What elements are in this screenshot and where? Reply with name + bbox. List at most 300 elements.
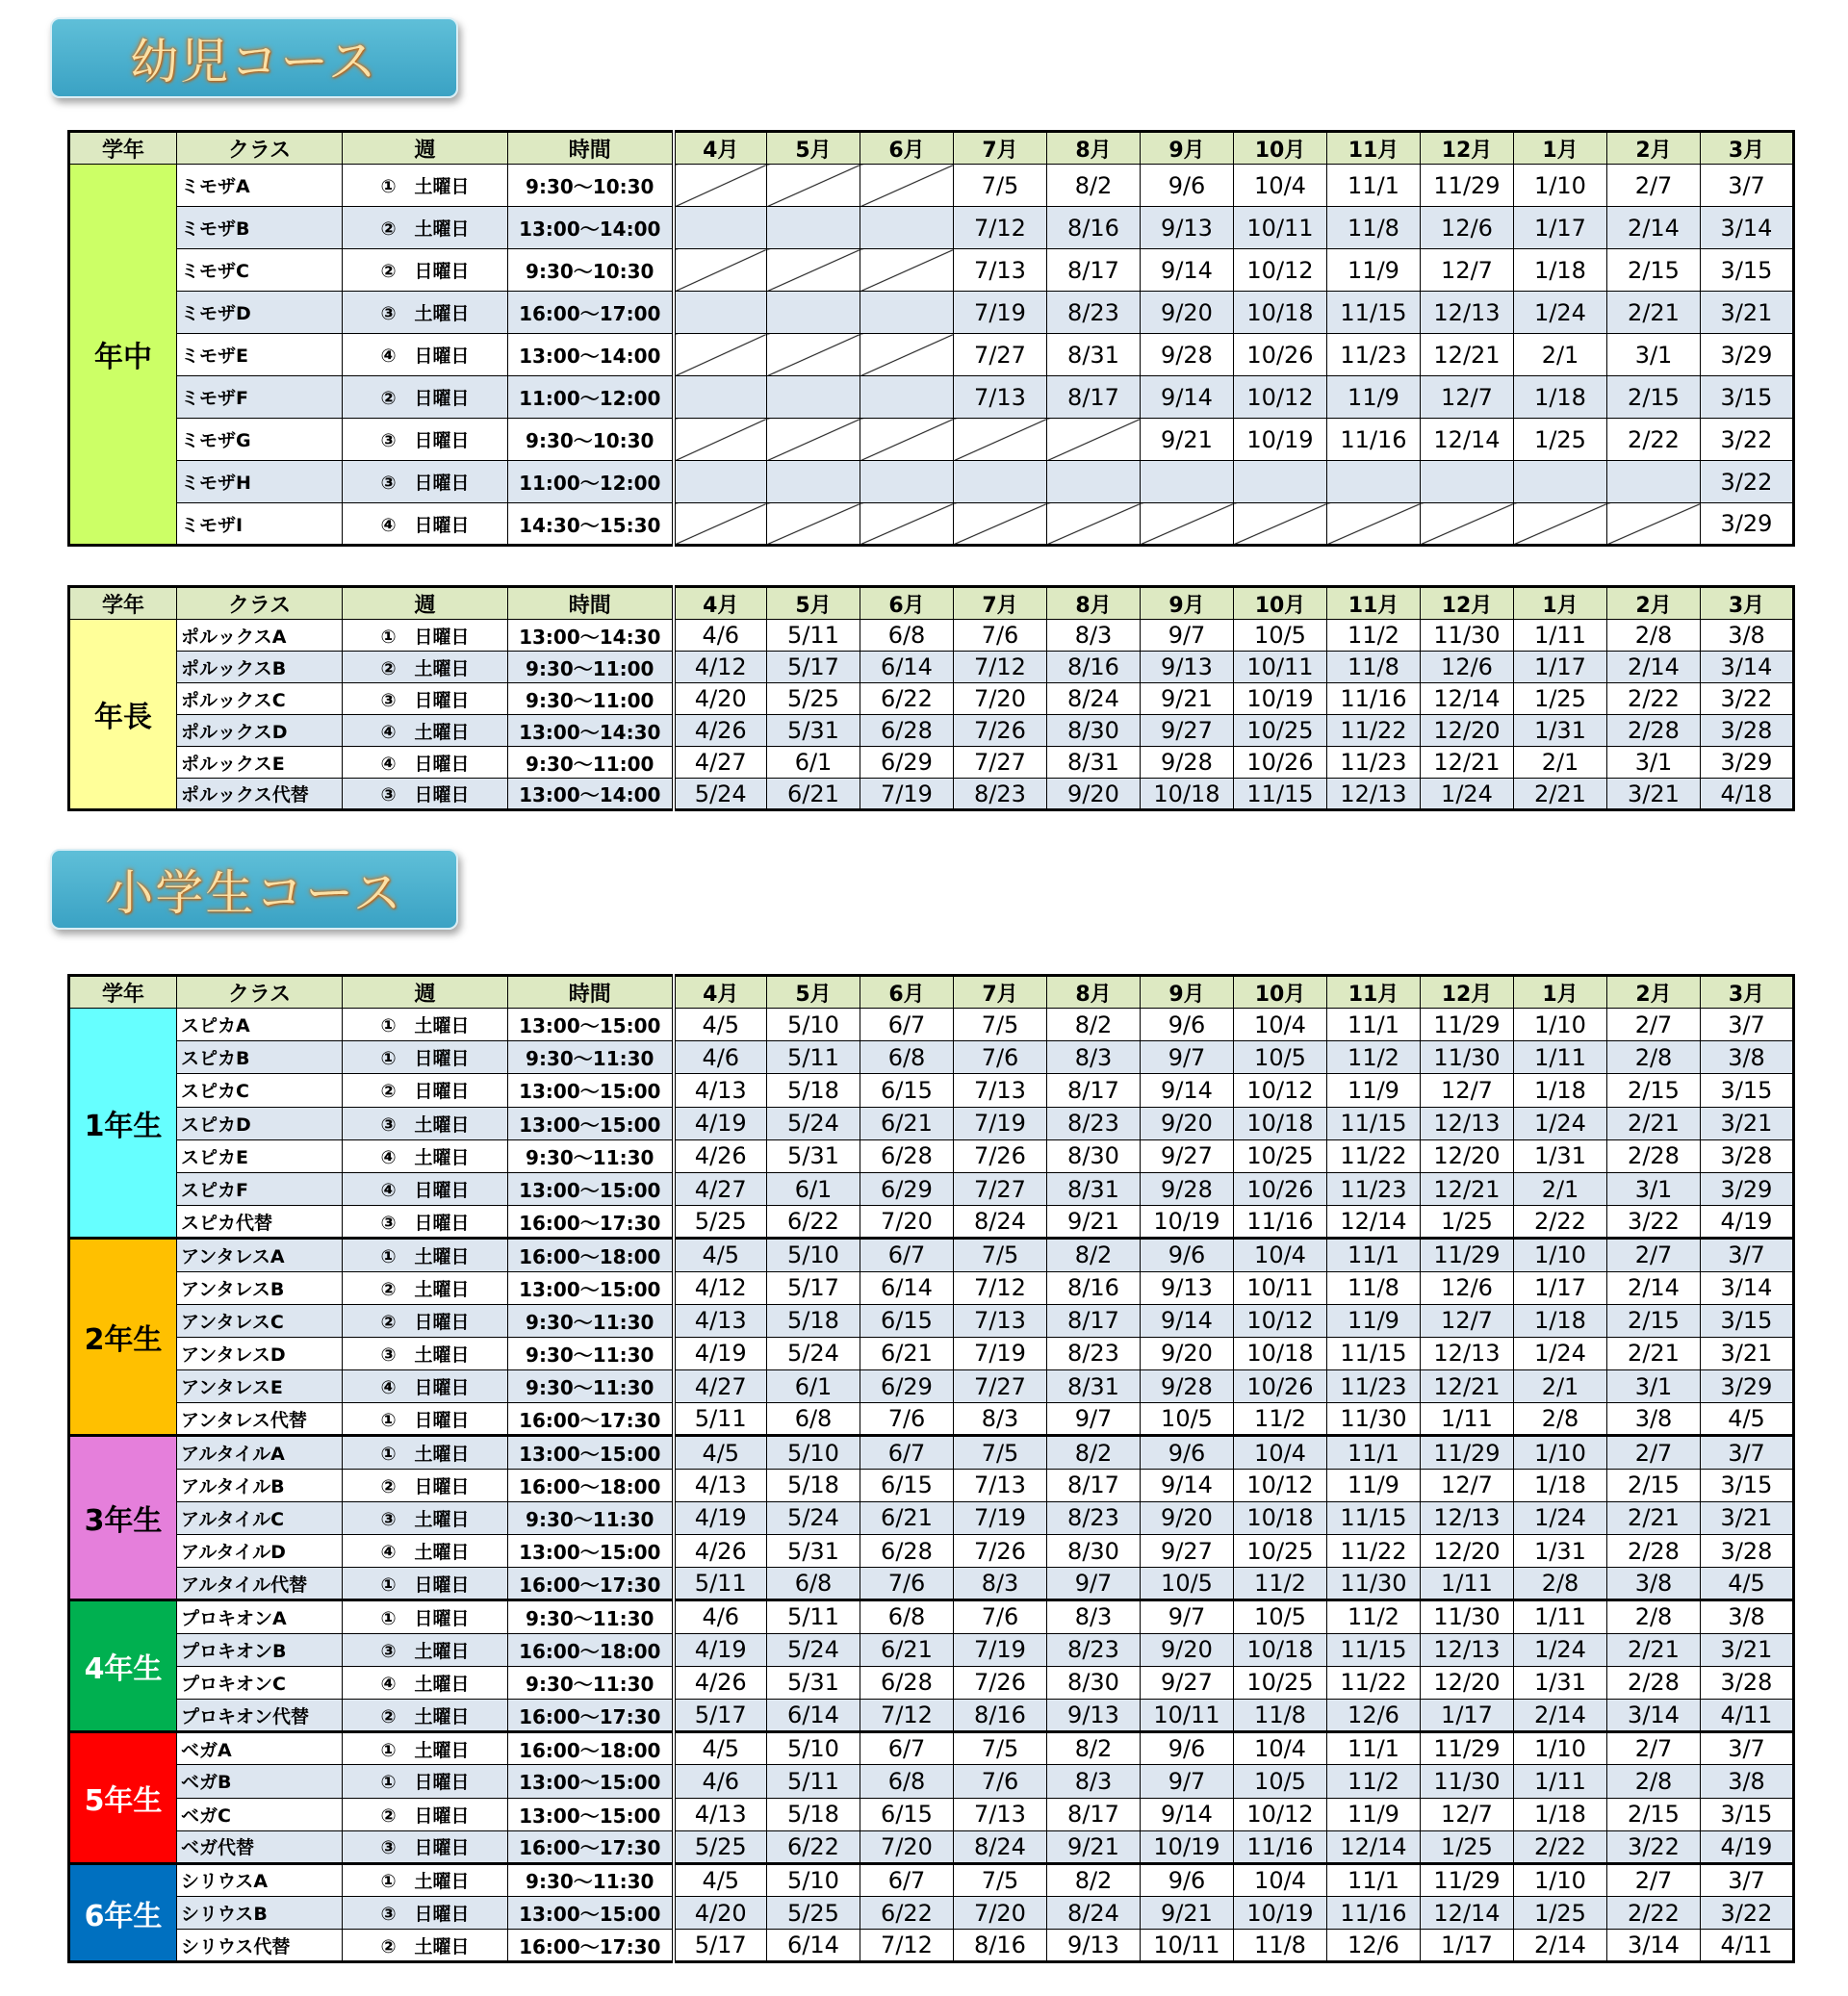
date-cell: 2/22 [1607, 683, 1701, 715]
date-cell: 4/19 [674, 1633, 767, 1666]
date-cell: 8/30 [1047, 1535, 1141, 1568]
class-name: スピカC [177, 1074, 343, 1107]
table-row [69, 1469, 1794, 1501]
date-cell: 3/15 [1701, 376, 1794, 419]
class-name: ミモザC [177, 249, 343, 292]
time-slot: 13:00～14:00 [508, 334, 674, 376]
date-cell: 9/28 [1141, 334, 1234, 376]
class-name: スピカD [177, 1107, 343, 1139]
time-slot: 13:00～15:00 [508, 1535, 674, 1568]
shougakusei-schedule-table [67, 974, 1795, 1963]
date-cell: 10/18 [1234, 1633, 1327, 1666]
column-header: 学年 [69, 587, 177, 620]
date-cell-empty [767, 376, 860, 419]
date-cell: 2/7 [1607, 165, 1701, 207]
time-slot: 16:00～17:30 [508, 1830, 674, 1863]
date-cell: 11/2 [1234, 1403, 1327, 1436]
date-cell: 11/8 [1327, 652, 1421, 683]
date-cell: 6/8 [860, 1600, 954, 1633]
date-cell: 7/13 [954, 376, 1047, 419]
date-cell: 12/7 [1421, 1304, 1514, 1337]
week-day: ① 土曜日 [343, 165, 508, 207]
date-cell: 2/1 [1514, 1370, 1607, 1403]
time-slot: 9:30～11:30 [508, 1501, 674, 1534]
date-cell: 6/8 [860, 1765, 954, 1798]
date-cell: 7/12 [860, 1930, 954, 1962]
column-header: 週 [343, 976, 508, 1009]
date-cell: 7/6 [954, 620, 1047, 652]
week-day: ① 日曜日 [343, 1765, 508, 1798]
column-header: クラス [177, 132, 343, 165]
class-name: ミモザA [177, 165, 343, 207]
date-cell: 10/26 [1234, 747, 1327, 779]
date-cell: 6/22 [767, 1206, 860, 1239]
date-cell: 2/14 [1607, 652, 1701, 683]
date-cell: 9/7 [1141, 1600, 1234, 1633]
week-day: ③ 土曜日 [343, 1633, 508, 1666]
time-slot: 13:00～14:00 [508, 207, 674, 249]
date-cell: 6/14 [860, 652, 954, 683]
date-cell: 6/21 [767, 779, 860, 810]
date-cell: 5/11 [767, 1600, 860, 1633]
date-cell: 2/15 [1607, 1798, 1701, 1830]
date-cell: 6/22 [767, 1830, 860, 1863]
date-cell: 11/2 [1327, 1041, 1421, 1074]
table-row [69, 1172, 1794, 1205]
date-cell: 2/1 [1514, 1172, 1607, 1205]
table-row [69, 1501, 1794, 1534]
date-cell: 11/29 [1421, 1732, 1514, 1765]
date-cell: 1/17 [1421, 1699, 1514, 1731]
table-row [69, 1139, 1794, 1172]
date-cell: 8/23 [1047, 292, 1141, 334]
date-cell: 5/10 [767, 1009, 860, 1041]
date-cell: 5/18 [767, 1304, 860, 1337]
date-cell: 7/20 [954, 683, 1047, 715]
date-cell: 7/19 [954, 292, 1047, 334]
date-cell: 11/22 [1327, 1139, 1421, 1172]
date-cell: 3/29 [1701, 747, 1794, 779]
time-slot: 16:00～17:30 [508, 1403, 674, 1436]
date-cell: 11/8 [1327, 1271, 1421, 1304]
date-cell: 9/13 [1047, 1699, 1141, 1731]
date-cell: 12/13 [1421, 1337, 1514, 1369]
column-header: 12月 [1421, 976, 1514, 1009]
date-cell: 1/18 [1514, 1469, 1607, 1501]
column-header: 3月 [1701, 587, 1794, 620]
date-cell: 2/8 [1607, 620, 1701, 652]
date-cell: 1/24 [1514, 1501, 1607, 1534]
date-cell: 7/13 [954, 1304, 1047, 1337]
table-row [69, 1271, 1794, 1304]
time-slot: 13:00～15:00 [508, 1172, 674, 1205]
date-cell: 11/22 [1327, 1535, 1421, 1568]
date-cell: 10/4 [1234, 1009, 1327, 1041]
date-cell: 9/13 [1141, 207, 1234, 249]
date-cell: 2/21 [1607, 1501, 1701, 1534]
date-cell: 8/30 [1047, 715, 1141, 747]
date-cell: 11/9 [1327, 1304, 1421, 1337]
date-cell: 2/1 [1514, 334, 1607, 376]
date-cell: 9/7 [1141, 1765, 1234, 1798]
class-name: アンタレス代替 [177, 1403, 343, 1436]
column-header: 8月 [1047, 132, 1141, 165]
date-cell: 4/6 [674, 620, 767, 652]
date-cell: 5/11 [767, 1765, 860, 1798]
date-cell: 3/7 [1701, 1436, 1794, 1469]
date-cell-empty [767, 503, 860, 546]
date-cell: 10/12 [1234, 1074, 1327, 1107]
date-cell: 12/6 [1421, 207, 1514, 249]
date-cell: 11/29 [1421, 1239, 1514, 1271]
date-cell: 11/16 [1327, 1897, 1421, 1930]
date-cell-empty [860, 249, 954, 292]
week-day: ④ 日曜日 [343, 1370, 508, 1403]
date-cell: 11/9 [1327, 1798, 1421, 1830]
date-cell: 3/29 [1701, 1172, 1794, 1205]
column-header: 6月 [860, 132, 954, 165]
date-cell: 9/6 [1141, 1436, 1234, 1469]
week-day: ① 土曜日 [343, 1436, 508, 1469]
date-cell: 8/17 [1047, 376, 1141, 419]
date-cell: 4/13 [674, 1074, 767, 1107]
table-row [69, 1930, 1794, 1962]
column-header: 7月 [954, 976, 1047, 1009]
date-cell: 3/29 [1701, 1370, 1794, 1403]
date-cell: 3/1 [1607, 1370, 1701, 1403]
date-cell: 2/15 [1607, 1074, 1701, 1107]
week-day: ④ 土曜日 [343, 1139, 508, 1172]
date-cell: 8/23 [1047, 1107, 1141, 1139]
date-cell: 8/17 [1047, 1304, 1141, 1337]
date-cell: 11/30 [1421, 1041, 1514, 1074]
class-name: ポルックスA [177, 620, 343, 652]
date-cell: 8/3 [1047, 620, 1141, 652]
date-cell-empty [767, 334, 860, 376]
date-cell: 1/18 [1514, 249, 1607, 292]
table-row [69, 165, 1794, 207]
date-cell: 10/5 [1234, 1041, 1327, 1074]
class-name: スピカB [177, 1041, 343, 1074]
class-name: シリウスB [177, 1897, 343, 1930]
date-cell: 2/22 [1607, 1897, 1701, 1930]
date-cell: 10/18 [1234, 1107, 1327, 1139]
date-cell: 12/14 [1421, 683, 1514, 715]
date-cell: 4/26 [674, 1666, 767, 1699]
week-day: ① 土曜日 [343, 1009, 508, 1041]
date-cell: 9/28 [1141, 1172, 1234, 1205]
date-cell: 4/5 [674, 1863, 767, 1896]
date-cell: 10/25 [1234, 1535, 1327, 1568]
date-cell: 11/8 [1327, 207, 1421, 249]
date-cell: 5/17 [767, 652, 860, 683]
week-day: ③ 土曜日 [343, 1337, 508, 1369]
date-cell: 6/7 [860, 1863, 954, 1896]
date-cell: 1/10 [1514, 1436, 1607, 1469]
date-cell: 8/17 [1047, 1074, 1141, 1107]
date-cell: 6/1 [767, 1172, 860, 1205]
column-header: 学年 [69, 976, 177, 1009]
grade-label: 6年生 [69, 1863, 177, 1962]
time-slot: 9:30～11:30 [508, 1304, 674, 1337]
class-name: アルタイルC [177, 1501, 343, 1534]
date-cell: 5/25 [674, 1830, 767, 1863]
date-cell: 9/28 [1141, 747, 1234, 779]
date-cell: 2/21 [1607, 1107, 1701, 1139]
date-cell: 3/28 [1701, 715, 1794, 747]
date-cell: 5/31 [767, 1535, 860, 1568]
date-cell: 11/16 [1234, 1830, 1327, 1863]
date-cell: 2/8 [1514, 1568, 1607, 1600]
class-name: スピカA [177, 1009, 343, 1041]
time-slot: 16:00～18:00 [508, 1633, 674, 1666]
date-cell: 3/14 [1701, 207, 1794, 249]
column-header: 9月 [1141, 976, 1234, 1009]
date-cell: 3/7 [1701, 1009, 1794, 1041]
date-cell: 2/15 [1607, 249, 1701, 292]
column-header: 11月 [1327, 976, 1421, 1009]
date-cell: 5/25 [767, 683, 860, 715]
date-cell: 8/2 [1047, 1863, 1141, 1896]
column-header: 12月 [1421, 587, 1514, 620]
week-day: ① 日曜日 [343, 1600, 508, 1633]
date-cell: 10/4 [1234, 1732, 1327, 1765]
header-row [69, 132, 1794, 165]
table-row [69, 1568, 1794, 1600]
date-cell: 12/6 [1327, 1699, 1421, 1731]
date-cell: 9/27 [1141, 1666, 1234, 1699]
date-cell: 12/20 [1421, 1666, 1514, 1699]
date-cell: 4/5 [1701, 1568, 1794, 1600]
week-day: ③ 土曜日 [343, 1501, 508, 1534]
date-cell-empty [674, 376, 767, 419]
week-day: ① 日曜日 [343, 620, 508, 652]
date-cell: 7/19 [954, 1633, 1047, 1666]
date-cell: 12/21 [1421, 1370, 1514, 1403]
date-cell: 10/11 [1141, 1699, 1234, 1731]
date-cell: 12/13 [1327, 779, 1421, 810]
date-cell: 5/24 [767, 1337, 860, 1369]
date-cell: 10/19 [1141, 1830, 1234, 1863]
date-cell-empty [674, 249, 767, 292]
table-row [69, 1897, 1794, 1930]
date-cell-empty [954, 419, 1047, 461]
date-cell: 3/7 [1701, 1239, 1794, 1271]
column-header: 学年 [69, 132, 177, 165]
date-cell: 8/24 [1047, 683, 1141, 715]
date-cell-empty [1047, 461, 1141, 503]
class-name: ベガB [177, 1765, 343, 1798]
date-cell: 10/18 [1234, 1501, 1327, 1534]
class-name: シリウス代替 [177, 1930, 343, 1962]
column-header: 4月 [674, 976, 767, 1009]
date-cell: 6/22 [860, 683, 954, 715]
date-cell: 7/19 [954, 1107, 1047, 1139]
class-name: ポルックス代替 [177, 779, 343, 810]
date-cell: 4/5 [674, 1009, 767, 1041]
date-cell: 11/23 [1327, 747, 1421, 779]
class-name: ミモザI [177, 503, 343, 546]
date-cell: 9/20 [1141, 1633, 1234, 1666]
date-cell-empty [674, 207, 767, 249]
date-cell: 1/18 [1514, 376, 1607, 419]
date-cell: 4/11 [1701, 1699, 1794, 1731]
column-header: 時間 [508, 132, 674, 165]
date-cell: 7/19 [860, 779, 954, 810]
time-slot: 13:00～14:30 [508, 715, 674, 747]
date-cell: 5/24 [767, 1633, 860, 1666]
class-name: ポルックスC [177, 683, 343, 715]
date-cell: 5/18 [767, 1074, 860, 1107]
date-cell: 10/26 [1234, 1370, 1327, 1403]
date-cell: 4/19 [674, 1337, 767, 1369]
date-cell: 1/24 [1514, 1633, 1607, 1666]
time-slot: 13:00～14:00 [508, 779, 674, 810]
date-cell: 11/30 [1421, 620, 1514, 652]
date-cell: 4/20 [674, 1897, 767, 1930]
date-cell-empty [1234, 503, 1327, 546]
date-cell: 6/15 [860, 1469, 954, 1501]
time-slot: 13:00～15:00 [508, 1107, 674, 1139]
table-row [69, 1337, 1794, 1369]
date-cell: 3/7 [1701, 1863, 1794, 1896]
time-slot: 16:00～18:00 [508, 1732, 674, 1765]
date-cell: 12/7 [1421, 249, 1514, 292]
date-cell: 3/21 [1701, 1501, 1794, 1534]
class-name: ミモザE [177, 334, 343, 376]
column-header: 1月 [1514, 587, 1607, 620]
column-header: 10月 [1234, 587, 1327, 620]
date-cell: 2/7 [1607, 1436, 1701, 1469]
date-cell: 12/14 [1421, 1897, 1514, 1930]
date-cell: 4/19 [1701, 1830, 1794, 1863]
week-day: ② 土曜日 [343, 207, 508, 249]
header-row [69, 976, 1794, 1009]
date-cell: 3/22 [1607, 1206, 1701, 1239]
date-cell: 9/6 [1141, 1863, 1234, 1896]
time-slot: 16:00～18:00 [508, 1469, 674, 1501]
date-cell: 9/21 [1141, 683, 1234, 715]
grade-label: 年長 [69, 620, 177, 810]
date-cell-empty [674, 419, 767, 461]
week-day: ② 日曜日 [343, 1798, 508, 1830]
date-cell: 5/25 [674, 1206, 767, 1239]
date-cell: 3/8 [1607, 1403, 1701, 1436]
date-cell: 2/22 [1607, 419, 1701, 461]
column-header: 9月 [1141, 132, 1234, 165]
column-header: 8月 [1047, 976, 1141, 1009]
date-cell: 10/11 [1234, 652, 1327, 683]
week-day: ④ 土曜日 [343, 1535, 508, 1568]
date-cell: 10/5 [1234, 620, 1327, 652]
date-cell: 7/27 [954, 334, 1047, 376]
date-cell: 7/13 [954, 1469, 1047, 1501]
date-cell: 2/21 [1607, 1337, 1701, 1369]
column-header: 1月 [1514, 132, 1607, 165]
shougakusei-course-title: 小学生コース [105, 865, 403, 921]
date-cell: 5/31 [767, 1666, 860, 1699]
date-cell: 9/28 [1141, 1370, 1234, 1403]
date-cell: 8/16 [1047, 1271, 1141, 1304]
date-cell: 10/19 [1234, 1897, 1327, 1930]
class-name: ベガ代替 [177, 1830, 343, 1863]
date-cell: 7/6 [954, 1600, 1047, 1633]
date-cell: 4/19 [1701, 1206, 1794, 1239]
date-cell: 2/8 [1607, 1600, 1701, 1633]
class-name: ミモザF [177, 376, 343, 419]
week-day: ④ 日曜日 [343, 1172, 508, 1205]
date-cell-empty [674, 165, 767, 207]
date-cell: 10/4 [1234, 1436, 1327, 1469]
date-cell: 9/6 [1141, 1239, 1234, 1271]
column-header: 4月 [674, 132, 767, 165]
date-cell: 3/15 [1701, 1304, 1794, 1337]
date-cell: 2/8 [1514, 1403, 1607, 1436]
date-cell: 12/7 [1421, 1798, 1514, 1830]
date-cell-empty [1141, 503, 1234, 546]
date-cell: 12/7 [1421, 376, 1514, 419]
date-cell: 10/18 [1141, 779, 1234, 810]
time-slot: 9:30～11:30 [508, 1370, 674, 1403]
date-cell: 11/16 [1327, 419, 1421, 461]
date-cell: 3/14 [1701, 652, 1794, 683]
date-cell: 11/2 [1327, 1765, 1421, 1798]
class-name: アルタイルD [177, 1535, 343, 1568]
date-cell: 6/1 [767, 1370, 860, 1403]
date-cell: 6/29 [860, 1172, 954, 1205]
date-cell: 7/12 [954, 207, 1047, 249]
week-day: ② 土曜日 [343, 652, 508, 683]
date-cell: 2/28 [1607, 1139, 1701, 1172]
week-day: ① 日曜日 [343, 1041, 508, 1074]
date-cell: 3/28 [1701, 1666, 1794, 1699]
date-cell: 8/31 [1047, 334, 1141, 376]
date-cell: 12/20 [1421, 1139, 1514, 1172]
date-cell: 3/8 [1701, 620, 1794, 652]
column-header: 2月 [1607, 587, 1701, 620]
date-cell: 11/29 [1421, 1009, 1514, 1041]
date-cell: 5/24 [767, 1501, 860, 1534]
date-cell: 11/1 [1327, 1863, 1421, 1896]
table-row [69, 620, 1794, 652]
date-cell: 7/27 [954, 1172, 1047, 1205]
date-cell: 11/9 [1327, 1469, 1421, 1501]
time-slot: 16:00～17:30 [508, 1930, 674, 1962]
date-cell: 2/28 [1607, 715, 1701, 747]
date-cell: 6/7 [860, 1732, 954, 1765]
date-cell: 3/15 [1701, 1469, 1794, 1501]
date-cell-empty [674, 503, 767, 546]
date-cell: 1/17 [1421, 1930, 1514, 1962]
date-cell: 4/13 [674, 1469, 767, 1501]
date-cell: 6/28 [860, 1139, 954, 1172]
date-cell: 5/31 [767, 715, 860, 747]
week-day: ④ 日曜日 [343, 334, 508, 376]
date-cell: 3/8 [1607, 1568, 1701, 1600]
date-cell: 3/21 [1607, 779, 1701, 810]
time-slot: 16:00～17:30 [508, 1699, 674, 1731]
date-cell: 10/19 [1234, 419, 1327, 461]
date-cell-empty [860, 419, 954, 461]
week-day: ② 土曜日 [343, 1271, 508, 1304]
youji-nenchu-schedule-table [67, 130, 1795, 547]
table-row [69, 1535, 1794, 1568]
table-row [69, 715, 1794, 747]
date-cell: 1/24 [1514, 1337, 1607, 1369]
date-cell: 7/6 [860, 1403, 954, 1436]
date-cell: 2/7 [1607, 1732, 1701, 1765]
date-cell: 1/18 [1514, 1304, 1607, 1337]
